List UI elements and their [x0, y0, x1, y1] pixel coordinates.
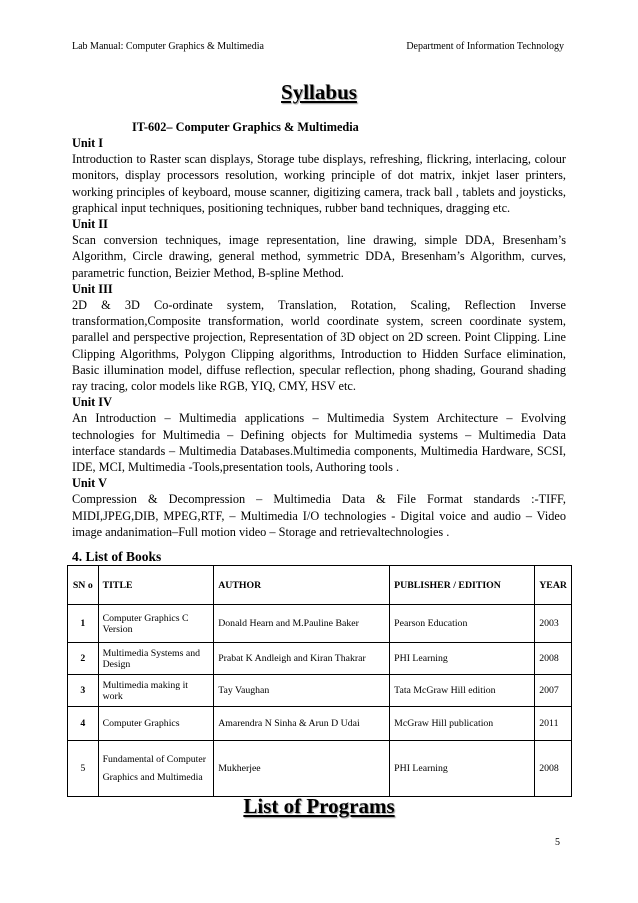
- table-row: [68, 707, 572, 741]
- cell-sno: 3: [68, 675, 99, 707]
- books-table: [67, 565, 572, 797]
- page-number: 5: [555, 837, 560, 848]
- page-title: Syllabus: [281, 80, 357, 104]
- cell-year: 2007: [535, 675, 572, 707]
- unit-block: [72, 216, 566, 281]
- cell-publisher: McGraw Hill publication: [390, 707, 535, 741]
- col-header-title: TITLE: [98, 566, 214, 605]
- unit-heading: Unit V: [72, 476, 107, 491]
- cell-author: Tay Vaughan: [214, 675, 390, 707]
- cell-author: Amarendra N Sinha & Arun D Udai: [214, 707, 390, 741]
- unit-block: [72, 281, 566, 394]
- col-header-author: AUTHOR: [214, 566, 390, 605]
- cell-year: 2011: [535, 707, 572, 741]
- unit-text: 2D & 3D Co-ordinate system, Translation, Rotation, Scaling, Reflection Inverse transformation,Composite transformation, world coordinate system, screen coordinate system, parallel and perspective projection, Representation of 3D object on 2D screen. Point Clipping. Line Clipping Algorithms, Polygon Clipping algorithms, Introduction to Hidden Surface elimination, Basic illumination model, diffuse reflection, specular reflection, phong shading, Gourand shading ray tracing, color models like RGB, YIQ, CMY, HSV etc.: [72, 298, 566, 394]
- cell-author: Prabat K Andleigh and Kiran Thakrar: [214, 643, 390, 675]
- unit-text: Scan conversion techniques, image representation, line drawing, simple DDA, Bresenham’s Algorithm, Circle drawing, general method, symmetric DDA, Bresenham’s Algorithm, curves, parametric function, Beizier Method, B-spline Method.: [72, 233, 566, 280]
- cell-sno: 1: [68, 605, 99, 643]
- table-row: [68, 605, 572, 643]
- programs-title: List of Programs: [243, 794, 395, 818]
- syllabus-body: [72, 135, 566, 540]
- cell-publisher: Pearson Education: [390, 605, 535, 643]
- unit-block: [72, 135, 566, 216]
- cell-title: Fundamental of Computer Graphics and Multimedia: [98, 741, 214, 797]
- col-header-sno: SN o: [68, 566, 99, 605]
- header-left: Lab Manual: Computer Graphics & Multimedia: [72, 41, 264, 52]
- header-right: Department of Information Technology: [406, 41, 564, 52]
- cell-title: Computer Graphics C Version: [98, 605, 214, 643]
- cell-author: Mukherjee: [214, 741, 390, 797]
- cell-year: 2008: [535, 643, 572, 675]
- books-heading: 4. List of Books: [72, 549, 162, 564]
- cell-sno: 4: [68, 707, 99, 741]
- unit-text: Compression & Decompression – Multimedia Data & File Format standards :-TIFF, MIDI,JPEG,DIB, MPEG,RTF, – Multimedia I/O technologies - Digital voice and audio – Video image andanimation–Full motion video – Storage and retrievaltechnologies .: [72, 492, 566, 539]
- unit-text: Introduction to Raster scan displays, Storage tube displays, refreshing, flickring, interlacing, colour monitors, display processors resolution, working principle of dot matrix, inkjet laser printers, working principles of keyboard, mouse scanner, digitizing camera, track ball , tablets and joysticks, graphical input techniques, positioning techniques, rubber band techniques, dragging etc.: [72, 152, 566, 215]
- unit-heading: Unit I: [72, 136, 104, 150]
- cell-title: Multimedia making it work: [98, 675, 214, 707]
- cell-author: Donald Hearn and M.Pauline Baker: [214, 605, 390, 643]
- table-header-row: [68, 566, 572, 605]
- table-row: [68, 675, 572, 707]
- unit-heading: Unit III: [72, 281, 113, 296]
- unit-block: [72, 394, 566, 475]
- table-row: [68, 643, 572, 675]
- unit-heading: Unit II: [72, 217, 108, 232]
- cell-sno: 2: [68, 643, 99, 675]
- unit-block: [72, 475, 566, 540]
- cell-title: Computer Graphics: [98, 707, 214, 741]
- col-header-year: YEAR: [535, 566, 572, 605]
- cell-publisher: Tata McGraw Hill edition: [390, 675, 535, 707]
- col-header-publisher: PUBLISHER / EDITION: [390, 566, 535, 605]
- cell-year: 2003: [535, 605, 572, 643]
- cell-publisher: PHI Learning: [390, 643, 535, 675]
- cell-sno: 5: [68, 741, 99, 797]
- table-row: [68, 741, 572, 797]
- course-subtitle: IT-602– Computer Graphics & Multimedia: [132, 120, 359, 134]
- cell-publisher: PHI Learning: [390, 741, 535, 797]
- cell-year: 2008: [535, 741, 572, 797]
- unit-heading: Unit IV: [72, 395, 112, 410]
- cell-title: Multimedia Systems and Design: [98, 643, 214, 675]
- unit-text: An Introduction – Multimedia applications – Multimedia System Architecture – Evolving technologies for Multimedia – Defining objects for Multimedia systems – Multimedia Data interface standards – Multimedia Databases.Multimedia components, Multimedia Hardware, SCSI, IDE, MCI, Multimedia -Tools,presentation tools, Authoring tools .: [72, 411, 566, 475]
